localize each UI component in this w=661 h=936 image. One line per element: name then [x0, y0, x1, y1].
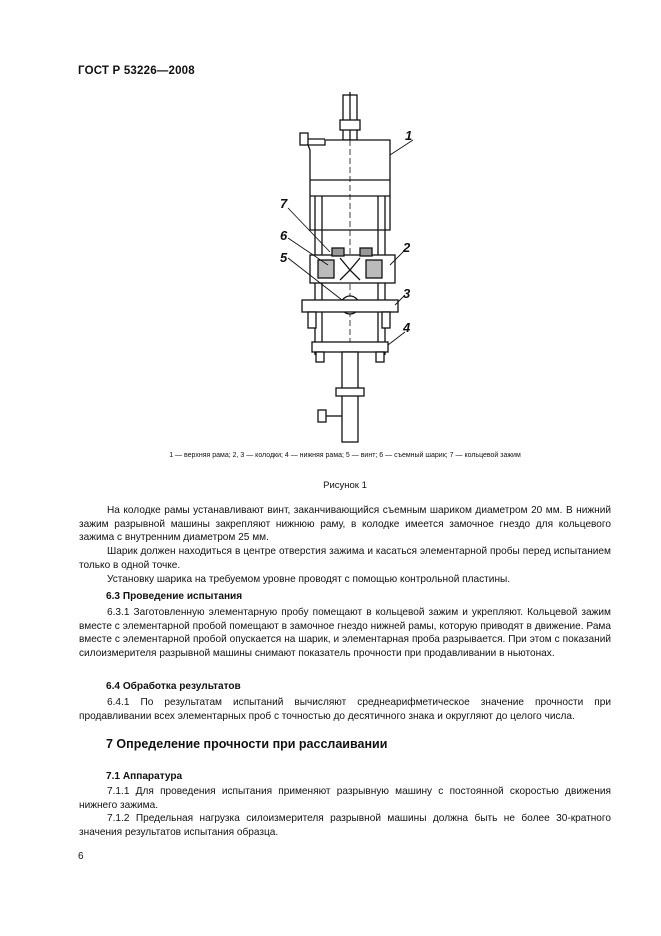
- callout-7: 7: [280, 196, 288, 211]
- paragraph: [79, 606, 611, 661]
- paragraph-7-1-1: 7.1.1 Для проведения испытания применяют разрывную машину с постоянной скоростью движения нижнего зажима.: [79, 786, 611, 811]
- document-header: ГОСТ Р 53226—2008: [78, 65, 195, 77]
- figure-caption: Рисунок 1: [323, 480, 367, 491]
- paragraph: [79, 696, 611, 723]
- paragraph-6-4-1: 6.4.1 По результатам испытаний вычисляют среднеарифметическое значение прочности при продавливании всех элементарных проб с точностью до десятичного знака и округляют до целого числа.: [79, 697, 611, 722]
- paragraph-7-1-2: 7.1.2 Предельная нагрузка силоизмерителя разрывной машины должна быть не более 30-кратного значения результатов испытания образца.: [79, 813, 611, 839]
- callout-2: 2: [403, 240, 411, 255]
- paragraph: Шарик должен находиться в центре отверстия зажима и касаться элементарной пробы перед испытанием только в одной точке.: [79, 546, 611, 571]
- callout-5: 5: [280, 250, 288, 265]
- callout-6: 6: [280, 228, 288, 243]
- subsection-heading-7-1: 7.1 Аппаратура: [106, 771, 183, 782]
- page-number: 6: [78, 851, 84, 862]
- subsection-heading-6-3: 6.3 Проведение испытания: [106, 591, 243, 602]
- body-text-block-7: [79, 785, 611, 840]
- callout-4: 4: [403, 320, 411, 335]
- section-heading-7: 7 Определение прочности при расслаивании: [106, 737, 388, 751]
- apparatus-schematic: [270, 90, 430, 445]
- callout-3: 3: [403, 286, 411, 301]
- figure-legend: 1 — верхняя рама; 2, 3 — колодки; 4 — нижняя рама; 5 — винт; 6 — съемный шарик; 7 — кольцевой зажим: [169, 452, 521, 459]
- paragraph: Установку шарика на требуемом уровне проводят с помощью контрольной пластины.: [107, 573, 511, 585]
- subsection-heading-6-4: 6.4 Обработка результатов: [106, 681, 241, 692]
- callout-1: 1: [405, 128, 413, 143]
- paragraph: На колодке рамы устанавливают винт, заканчивающийся съемным шариком диаметром 20 мм. В нижний зажим разрывной машины закрепляют нижнюю раму, в колодке имеется замочное гнездо для кольцевого зажима с внутренним диаметром 25 мм.: [79, 505, 611, 544]
- apparatus-drawing: [270, 90, 430, 445]
- body-text-block-1: [79, 504, 611, 586]
- paragraph-6-3-1: 6.3.1 Заготовленную элементарную пробу помещают в кольцевой зажим и укрепляют. Кольцевой зажим вместе с элементарной пробой помещают в замочное гнездо нижней рамы, которую приводят в движение. Рама вместе с элементарной пробой опускается на шарик, и элементарная проба разрывается. При этом с показаний силоизмерителя разрывной машины снимают показатель прочности при продавливании в ньютонах.: [79, 607, 611, 660]
